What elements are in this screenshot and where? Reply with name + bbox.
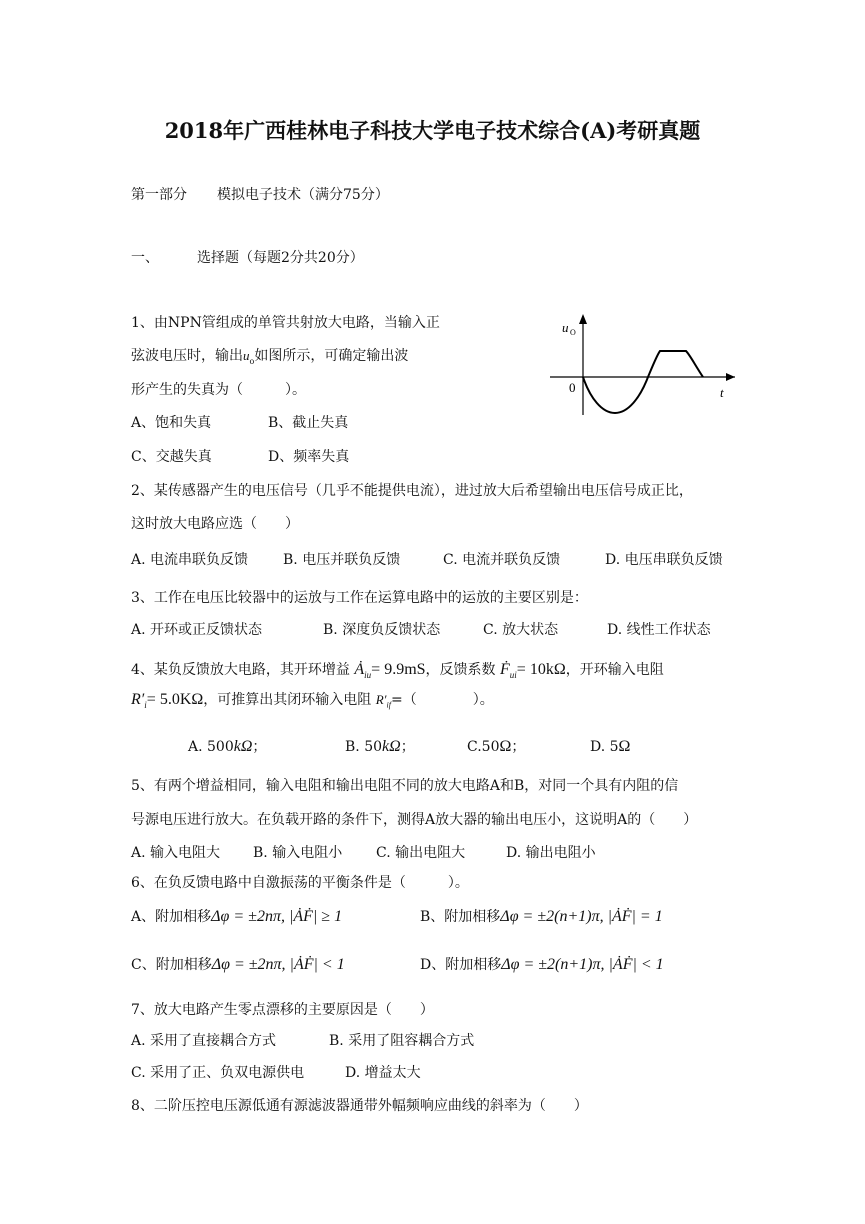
clipped-sine-wave xyxy=(583,351,703,413)
q1-option-c: C、交越失真 xyxy=(131,449,212,465)
q7-line-1: 7、放大电路产生零点漂移的主要原因是（ ） xyxy=(131,1002,434,1018)
q3-option-d: D. 线性工作状态 xyxy=(607,622,711,638)
y-axis-sub: O xyxy=(570,328,576,337)
y-axis-label: u xyxy=(562,320,569,335)
q7-option-d: D. 增益太大 xyxy=(345,1065,421,1081)
q1-option-d: D、频率失真 xyxy=(268,449,350,465)
q5-option-a: A. 输入电阻大 xyxy=(131,845,221,861)
section-name: 选择题（每题2分共20分） xyxy=(197,250,364,266)
q2-line-2: 这时放大电路应选（ ） xyxy=(131,516,299,532)
q5-option-d: D. 输出电阻小 xyxy=(506,845,596,861)
q2-option-d: D. 电压串联负反馈 xyxy=(605,552,723,568)
q1-option-a: A、饱和失真 xyxy=(131,415,212,431)
part-label: 第一部分 xyxy=(131,187,187,203)
q4-line-1: 4、某负反馈放大电路，其开环增益 $Ȧ_{iu}= 9.9mS$，反馈系数 Ḟ$_{ui}$= 10kΩ，开环输入电阻 xyxy=(131,661,664,681)
input-resistance-symbol: $R'_i$ xyxy=(131,691,147,711)
y-axis-arrow xyxy=(579,314,587,324)
open-loop-gain-symbol: $Ȧ_{iu}$ xyxy=(354,661,372,681)
q4-line-2: $R'_i= 5.0K\Omega$，可推算出其闭环输入电阻 $R'_{if}=$（ ）。 xyxy=(131,691,494,711)
q3-line-1: 3、工作在电压比较器中的运放与工作在运算电路中的运放的主要区别是： xyxy=(131,590,588,606)
q6-line-1: 6、在负反馈电路中自激振荡的平衡条件是（ ）。 xyxy=(131,875,469,891)
q1-line-2: 弦波电压时，输出$u_o$如图所示，可确定输出波 xyxy=(131,348,409,366)
q7-option-c: C. 采用了正、负双电源供电 xyxy=(131,1065,305,1081)
q6-option-c: C、附加相移Δφ = ±2nπ, |ȦḞ| < 1 xyxy=(131,956,345,973)
q2-option-c: C. 电流并联负反馈 xyxy=(443,552,561,568)
q4-option-d: D. 5Ω xyxy=(590,738,631,755)
q7-option-b: B. 采用了阻容耦合方式 xyxy=(329,1033,475,1049)
origin-label: 0 xyxy=(569,380,576,395)
section-number: 一、 xyxy=(131,250,159,266)
page-title: 2018年广西桂林电子科技大学电子技术综合(A)考研真题 xyxy=(164,118,701,143)
q2-option-a: A. 电流串联负反馈 xyxy=(131,552,249,568)
q5-line-2: 号源电压进行放大。在负载开路的条件下，测得A放大器的输出电压小，这说明A的（ ） xyxy=(131,812,698,828)
q3-option-a: A. 开环或正反馈状态 xyxy=(131,622,263,638)
closed-loop-resistance-symbol: $R'_{if}$ xyxy=(375,692,391,710)
q1-waveform-figure xyxy=(540,310,740,420)
q4-option-b: B. 50kΩ； xyxy=(345,738,415,755)
q3-option-b: B. 深度负反馈状态 xyxy=(323,622,441,638)
q5-option-b: B. 输入电阻小 xyxy=(253,845,343,861)
q1-line-1: 1、由NPN管组成的单管共射放大电路，当输入正 xyxy=(131,315,440,331)
q8-line-1: 8、二阶压控电压源低通有源滤波器通带外幅频响应曲线的斜率为（ ） xyxy=(131,1098,588,1114)
part-heading xyxy=(131,185,389,205)
x-axis-label: t xyxy=(720,385,724,400)
q5-option-c: C. 输出电阻大 xyxy=(376,845,466,861)
q7-option-a: A. 采用了直接耦合方式 xyxy=(131,1033,277,1049)
q4-option-c: C.50Ω； xyxy=(467,738,526,755)
q2-line-1: 2、某传感器产生的电压信号（几乎不能提供电流），进过放大后希望输出电压信号成正比， xyxy=(131,483,693,499)
q3-option-c: C. 放大状态 xyxy=(483,622,559,638)
q5-line-1: 5、有两个增益相同，输入电阻和输出电阻不同的放大电路A和B，对同一个具有内阻的信 xyxy=(131,778,679,794)
q1-option-b: B、截止失真 xyxy=(268,415,349,431)
q6-option-d: D、附加相移Δφ = ±2(n+1)π, |ȦḞ| < 1 xyxy=(420,956,664,973)
part-name: 模拟电子技术（满分75分） xyxy=(217,187,389,203)
feedback-coefficient-symbol: Ḟ$_{ui}$ xyxy=(500,661,517,681)
q6-option-a: A、附加相移Δφ = ±2nπ, |ȦḞ| ≥ 1 xyxy=(131,908,343,925)
q6-option-b: B、附加相移Δφ = ±2(n+1)π, |ȦḞ| = 1 xyxy=(420,908,663,925)
section-heading xyxy=(131,248,364,268)
x-axis-arrow xyxy=(726,373,735,381)
q2-option-b: B. 电压并联负反馈 xyxy=(283,552,401,568)
q4-option-a: A. 500kΩ； xyxy=(188,738,267,755)
q1-line-3: 形产生的失真为（ ）。 xyxy=(131,382,306,398)
